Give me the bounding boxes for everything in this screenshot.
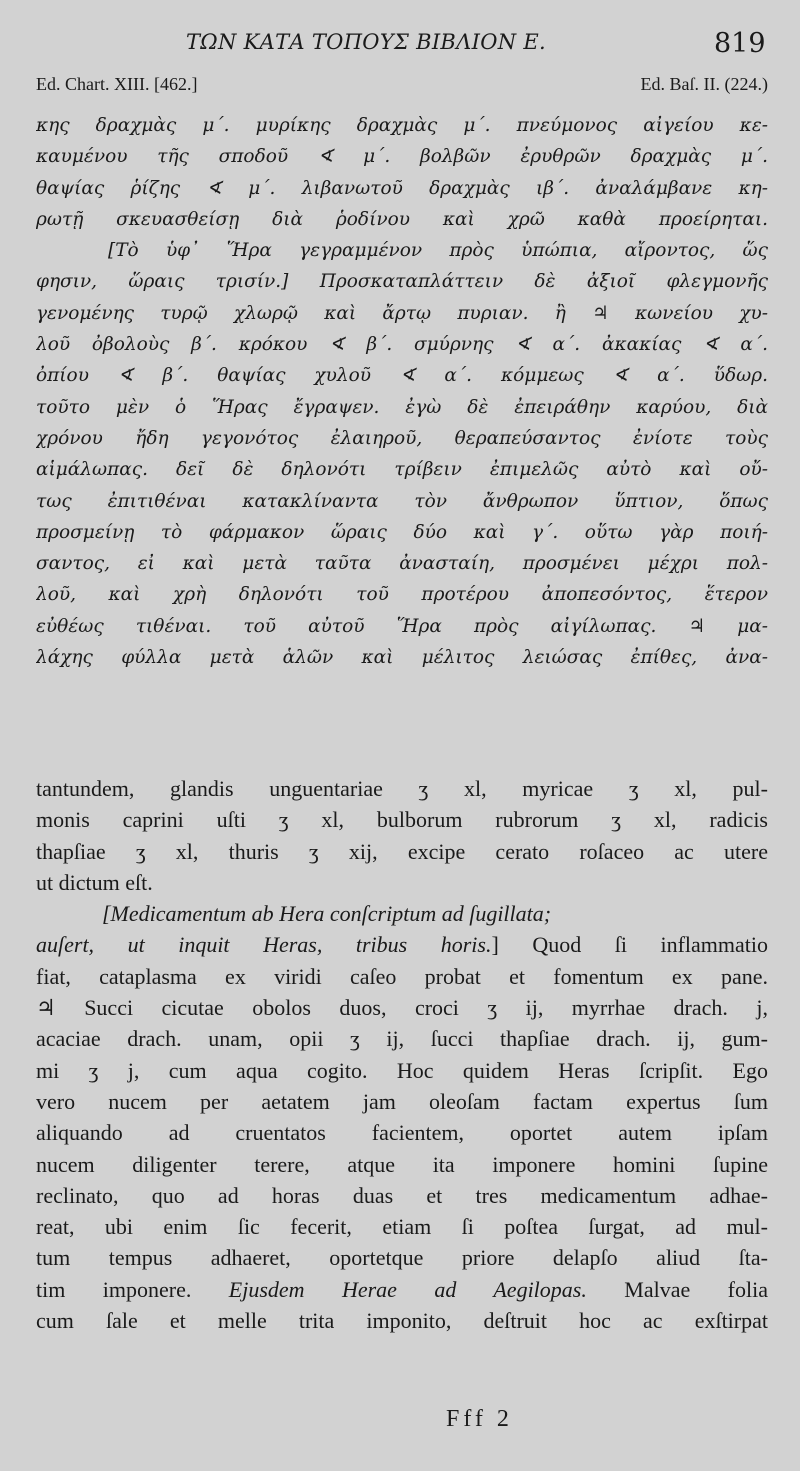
latin-line — [36, 898, 768, 929]
greek-line: φησιν, ὥραις τρισίν.] Προσκαταπλάττειν δὲ ἀξιοῖ φλεγμονῆς — [36, 271, 768, 293]
latin-italic-span: [Medicamentum ab Hera conſcriptum ad ſugillata; — [102, 901, 552, 927]
greek-line: τοῦτο μὲν ὁ Ἥρας ἔγραψεν. ἐγὼ δὲ ἐπειράθην καρύου, διὰ — [36, 396, 768, 418]
greek-line: ρωτῇ σκευασθείσῃ διὰ ῥοδίνου καὶ χρῶ καθὰ προείρηται. — [36, 208, 768, 230]
greek-line: λοῦ ὀβολοὺς β΄. κρόκου ∢ β΄. σμύρνης ∢ α΄. ἀκακίας ∢ α΄. — [36, 334, 768, 356]
greek-line: χρόνου ἤδη γεγονότος ἐλαιηροῦ, θεραπεύσαντος ἐνίοτε τοὺς — [36, 427, 768, 449]
latin-text-block — [36, 773, 768, 1336]
latin-line: acaciae drach. unam, opii ʒ ij, ſucci thapſiae drach. ij, gum- — [36, 1026, 768, 1052]
edition-references — [36, 74, 768, 102]
greek-line: τως ἐπιτιθέναι κατακλίναντα τὸν ἄνθρωπον ὕπτιον, ὅπως — [36, 490, 768, 512]
latin-line: fiat, cataplasma ex viridi caſeo probat et fomentum ex pane. — [36, 963, 768, 989]
latin-line: reclinato, quo ad horas duas et tres medicamentum adhae- — [36, 1182, 768, 1208]
greek-line: καυμένου τῆς σποδοῦ ∢ μ΄. βολβῶν ἐρυθρῶν δραχμὰς μ΄. — [36, 146, 768, 168]
page-header — [0, 26, 800, 66]
latin-line: tantundem, glandis unguentariae ʒ xl, myricae ʒ xl, pul- — [36, 776, 768, 801]
edition-chartier: Ed. Chart. XIII. [462.] — [36, 74, 198, 94]
latin-line: tum tempus adhaeret, oportetque priore delapſo aliud ſta- — [36, 1245, 768, 1271]
signature-mark: Fff 2 — [446, 1406, 513, 1432]
greek-line: προσμείνῃ τὸ φάρμακον ὥραις δύο καὶ γ΄. οὕτω γὰρ ποιή- — [36, 521, 768, 543]
latin-line: vero nucem per aetatem jam oleoſam factam expertus ſum — [36, 1088, 768, 1114]
latin-line: ut dictum eſt. — [36, 869, 153, 895]
latin-line: monis caprini uſti ʒ xl, bulborum rubrorum ʒ xl, radicis — [36, 807, 768, 833]
latin-line: mi ʒ j, cum aqua cogito. Hoc quidem Heras ſcripſit. Ego — [36, 1057, 768, 1083]
latin-line: ♃ Succi cicutae obolos duos, croci ʒ ij, myrrhae drach. j, — [36, 995, 768, 1021]
latin-line: thapſiae ʒ xl, thuris ʒ xij, excipe cerato roſaceo ac utere — [36, 838, 768, 864]
greek-line: εὐθέως τιθέναι. τοῦ αὐτοῦ Ἥρα πρὸς αἰγίλωπας. ♃ μα- — [36, 615, 768, 637]
greek-line: λοῦ, καὶ χρὴ δηλονότι τοῦ προτέρου ἀποπεσόντος, ἕτερον — [36, 584, 768, 606]
latin-line: cum ſale et melle trita imponito, deſtruit hoc ac exſtirpat — [36, 1308, 768, 1334]
greek-line: κης δραχμὰς μ΄. μυρίκης δραχμὰς μ΄. πνεύμονος αἰγείου κε- — [36, 115, 768, 136]
latin-roman-span: tim imponere. — [36, 1276, 229, 1302]
greek-line: [Τὸ ὑφ᾽ Ἥρα γεγραμμένον πρὸς ὑπώπια, αἴροντος, ὥς — [108, 240, 768, 262]
latin-line: reat, ubi enim ſic fecerit, etiam ſi poſtea ſurgat, ad mul- — [36, 1214, 768, 1240]
greek-text-block — [36, 110, 768, 673]
latin-line: nucem diligenter terere, atque ita imponere homini ſupine — [36, 1151, 768, 1177]
latin-line — [36, 929, 768, 960]
latin-roman-span: Malvae folia — [586, 1276, 768, 1302]
latin-line: aliquando ad cruentatos facientem, oportet autem ipſam — [36, 1120, 768, 1146]
latin-italic-span: auſert, ut inquit Heras, tribus horis. — [36, 932, 492, 958]
edition-basel: Ed. Baſ. II. (224.) — [640, 74, 768, 94]
greek-line: γενομένης τυρῷ χλωρῷ καὶ ἄρτῳ πυριαν. ἢ ♃ κωνείου χυ- — [36, 302, 768, 324]
running-title: ΤΩΝ ΚΑΤΑ ΤΟΠΟΥΣ ΒΙΒΛΙΟΝ Ε. — [186, 30, 547, 54]
latin-italic-span: Ejusdem Herae ad Aegilopas. — [228, 1276, 587, 1302]
latin-line — [36, 1274, 768, 1305]
greek-line: αἱμάλωπας. δεῖ δὲ δηλονότι τρίβειν ἐπιμελῶς αὐτὸ καὶ οὔ- — [36, 459, 768, 481]
greek-line: θαψίας ῥίζης ∢ μ΄. λιβανωτοῦ δραχμὰς ιβ΄. ἀναλάμβανε κη- — [36, 177, 768, 199]
page-number: 819 — [714, 28, 766, 59]
latin-roman-span: ] Quod ſi inflammatio — [491, 932, 768, 958]
greek-line: σαντος, εἰ καὶ μετὰ ταῦτα ἀνασταίη, προσμένει μέχρι πολ- — [36, 553, 768, 575]
greek-line: λάχης φύλλα μετὰ ἁλῶν καὶ μέλιτος λειώσας ἐπίθες, ἀνα- — [36, 647, 768, 669]
greek-line: ὀπίου ∢ β΄. θαψίας χυλοῦ ∢ α΄. κόμμεως ∢ α΄. ὕδωρ. — [36, 365, 768, 387]
